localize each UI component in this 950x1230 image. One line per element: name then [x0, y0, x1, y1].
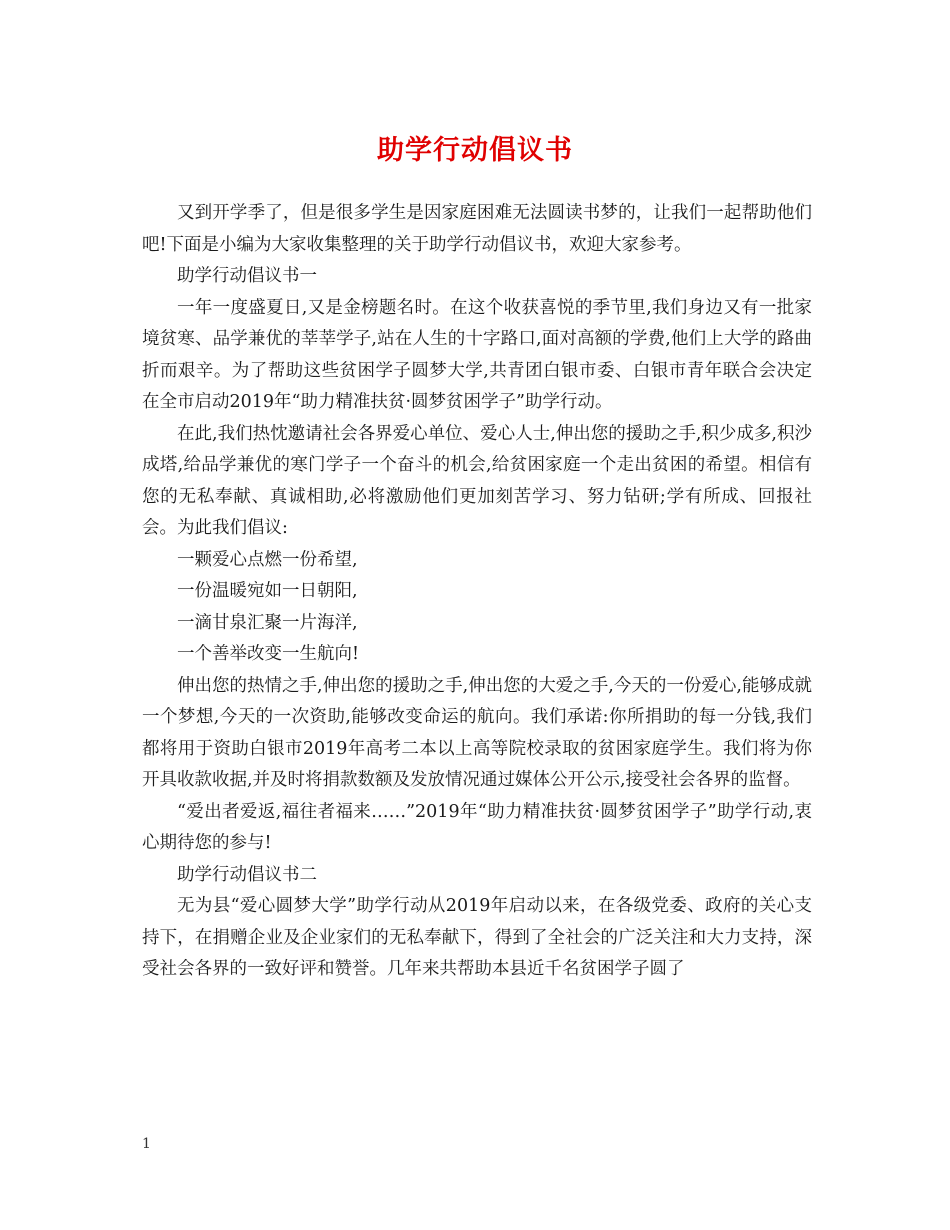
paragraph: “爱出者爱返,福往者福来……”2019年“助力精准扶贫·圆梦贫困学子”助学行动,衷心期待您的参与!: [142, 801, 812, 853]
document-title: 助学行动倡议书: [377, 135, 573, 166]
section-heading-one: 助学行动倡议书一: [177, 266, 317, 286]
paragraph: 在此,我们热忱邀请社会各界爱心单位、爱心人士,伸出您的援助之手,积少成多,积沙成塔,给品学兼优的寒门学子一个奋斗的机会,给贫困家庭一个走出贫困的希望。相信有您的无私奉献、真诚相助,必将激励他们更加刻苦学习、努力钻研;学有所成、回报社会。为此我们倡议:: [142, 423, 812, 538]
verse-line: 一个善举改变一生航向!: [177, 644, 360, 664]
paragraph: 伸出您的热情之手,伸出您的援助之手,伸出您的大爱之手,今天的一份爱心,能够成就一个梦想,今天的一次资助,能够改变命运的航向。我们承诺:你所捐助的每一分钱,我们都将用于资助白银市2019年高考二本以上高等院校录取的贫困家庭学生。我们将为你开具收款收据,并及时将捐款数额及发放情况通过媒体公开公示,接受社会各界的监督。: [142, 675, 812, 790]
paragraph: 一年一度盛夏日,又是金榜题名时。在这个收获喜悦的季节里,我们身边又有一批家境贫寒、品学兼优的莘莘学子,站在人生的十字路口,面对高额的学费,他们上大学的路曲折而艰辛。为了帮助这些贫困学子圆梦大学,共青团白银市委、白银市青年联合会决定在全市启动2019年“助力精准扶贫·圆梦贫困学子”助学行动。: [142, 297, 812, 412]
verse-line: 一份温暖宛如一日朝阳,: [177, 581, 358, 601]
verse-line: 一颗爱心点燃一份希望,: [177, 549, 358, 570]
page-number: 1: [142, 1136, 151, 1152]
paragraph-intro: 又到开学季了，但是很多学生是因家庭困难无法圆读书梦的，让我们一起帮助他们吧!下面是小编为大家收集整理的关于助学行动倡议书，欢迎大家参考。: [142, 203, 812, 255]
section-heading-two: 助学行动倡议书二: [177, 864, 317, 885]
verse-line: 一滴甘泉汇聚一片海洋,: [177, 612, 358, 633]
document-body: [142, 198, 812, 986]
paragraph: 无为县“爱心圆梦大学”助学行动从2019年启动以来，在各级党委、政府的关心支持下，在捐赠企业及企业家们的无私奉献下，得到了全社会的广泛关注和大力支持，深受社会各界的一致好评和赞誉。几年来共帮助本县近千名贫困学子圆了: [142, 896, 812, 979]
